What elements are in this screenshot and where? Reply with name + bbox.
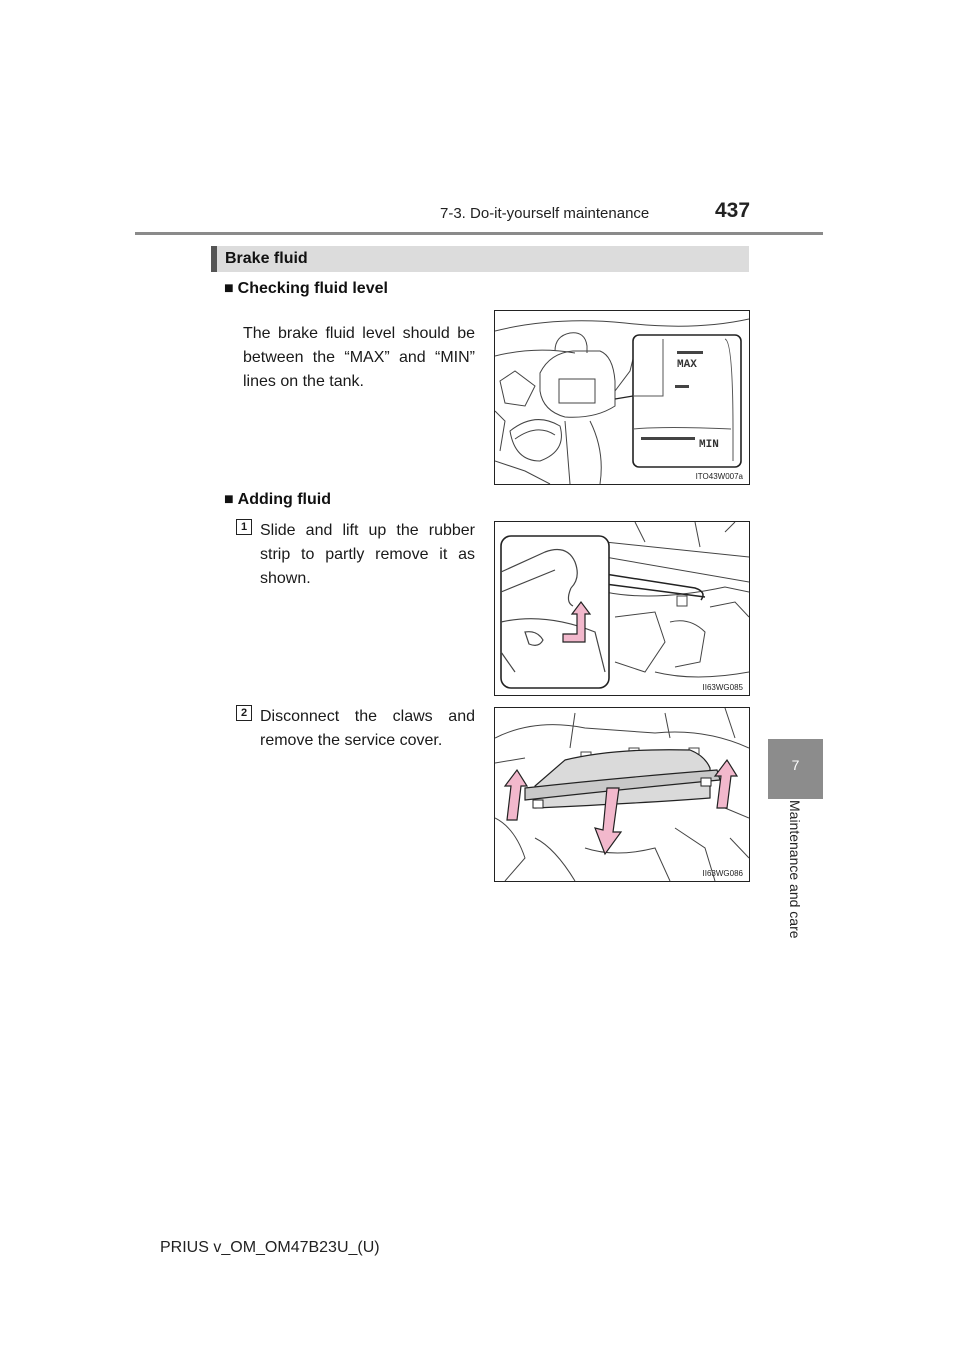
chapter-label-container: [768, 800, 823, 960]
service-cover-illustration: [494, 707, 750, 882]
service-cover-drawing: [495, 708, 749, 881]
step-2-text: Disconnect the claws and remove the service cover.: [260, 708, 475, 749]
adding-heading: [224, 491, 331, 509]
step-number-2: 2: [236, 705, 252, 721]
chapter-tab[interactable]: [768, 739, 823, 799]
square-bullet-icon: ■: [224, 491, 234, 508]
page-number: 437: [715, 199, 751, 222]
reservoir-illustration: [494, 310, 750, 485]
step-1-text: Slide and lift up the rubber strip to partly remove it as shown.: [260, 522, 475, 587]
chapter-label: Maintenance and care: [787, 800, 803, 939]
section-accent: [211, 246, 217, 272]
checking-heading-text: Checking fluid level: [237, 280, 388, 297]
figure-code: ITO43W007a: [695, 472, 743, 481]
checking-body: The brake fluid level should be between the “MAX” and “MIN” lines on the tank.: [243, 325, 475, 390]
running-header-title: 7-3. Do-it-yourself maintenance: [440, 205, 650, 222]
rubber-strip-illustration: [494, 521, 750, 696]
section-title: Brake fluid: [225, 250, 308, 267]
figure-code: II63WG085: [702, 683, 743, 692]
section-heading-bar: [211, 246, 749, 272]
max-label: MAX: [677, 359, 697, 371]
figure-code: II63WG086: [702, 869, 743, 878]
checking-heading: [224, 280, 388, 298]
step-number-1: 1: [236, 519, 252, 535]
min-label: MIN: [699, 439, 719, 451]
rubber-strip-drawing: [495, 522, 749, 695]
header-rule: [135, 232, 823, 235]
square-bullet-icon: ■: [224, 280, 234, 297]
document-id: PRIUS v_OM_OM47B23U_(U): [160, 1239, 380, 1256]
chapter-number: 7: [791, 757, 800, 773]
reservoir-drawing: [495, 311, 749, 484]
adding-heading-text: Adding fluid: [237, 491, 331, 508]
